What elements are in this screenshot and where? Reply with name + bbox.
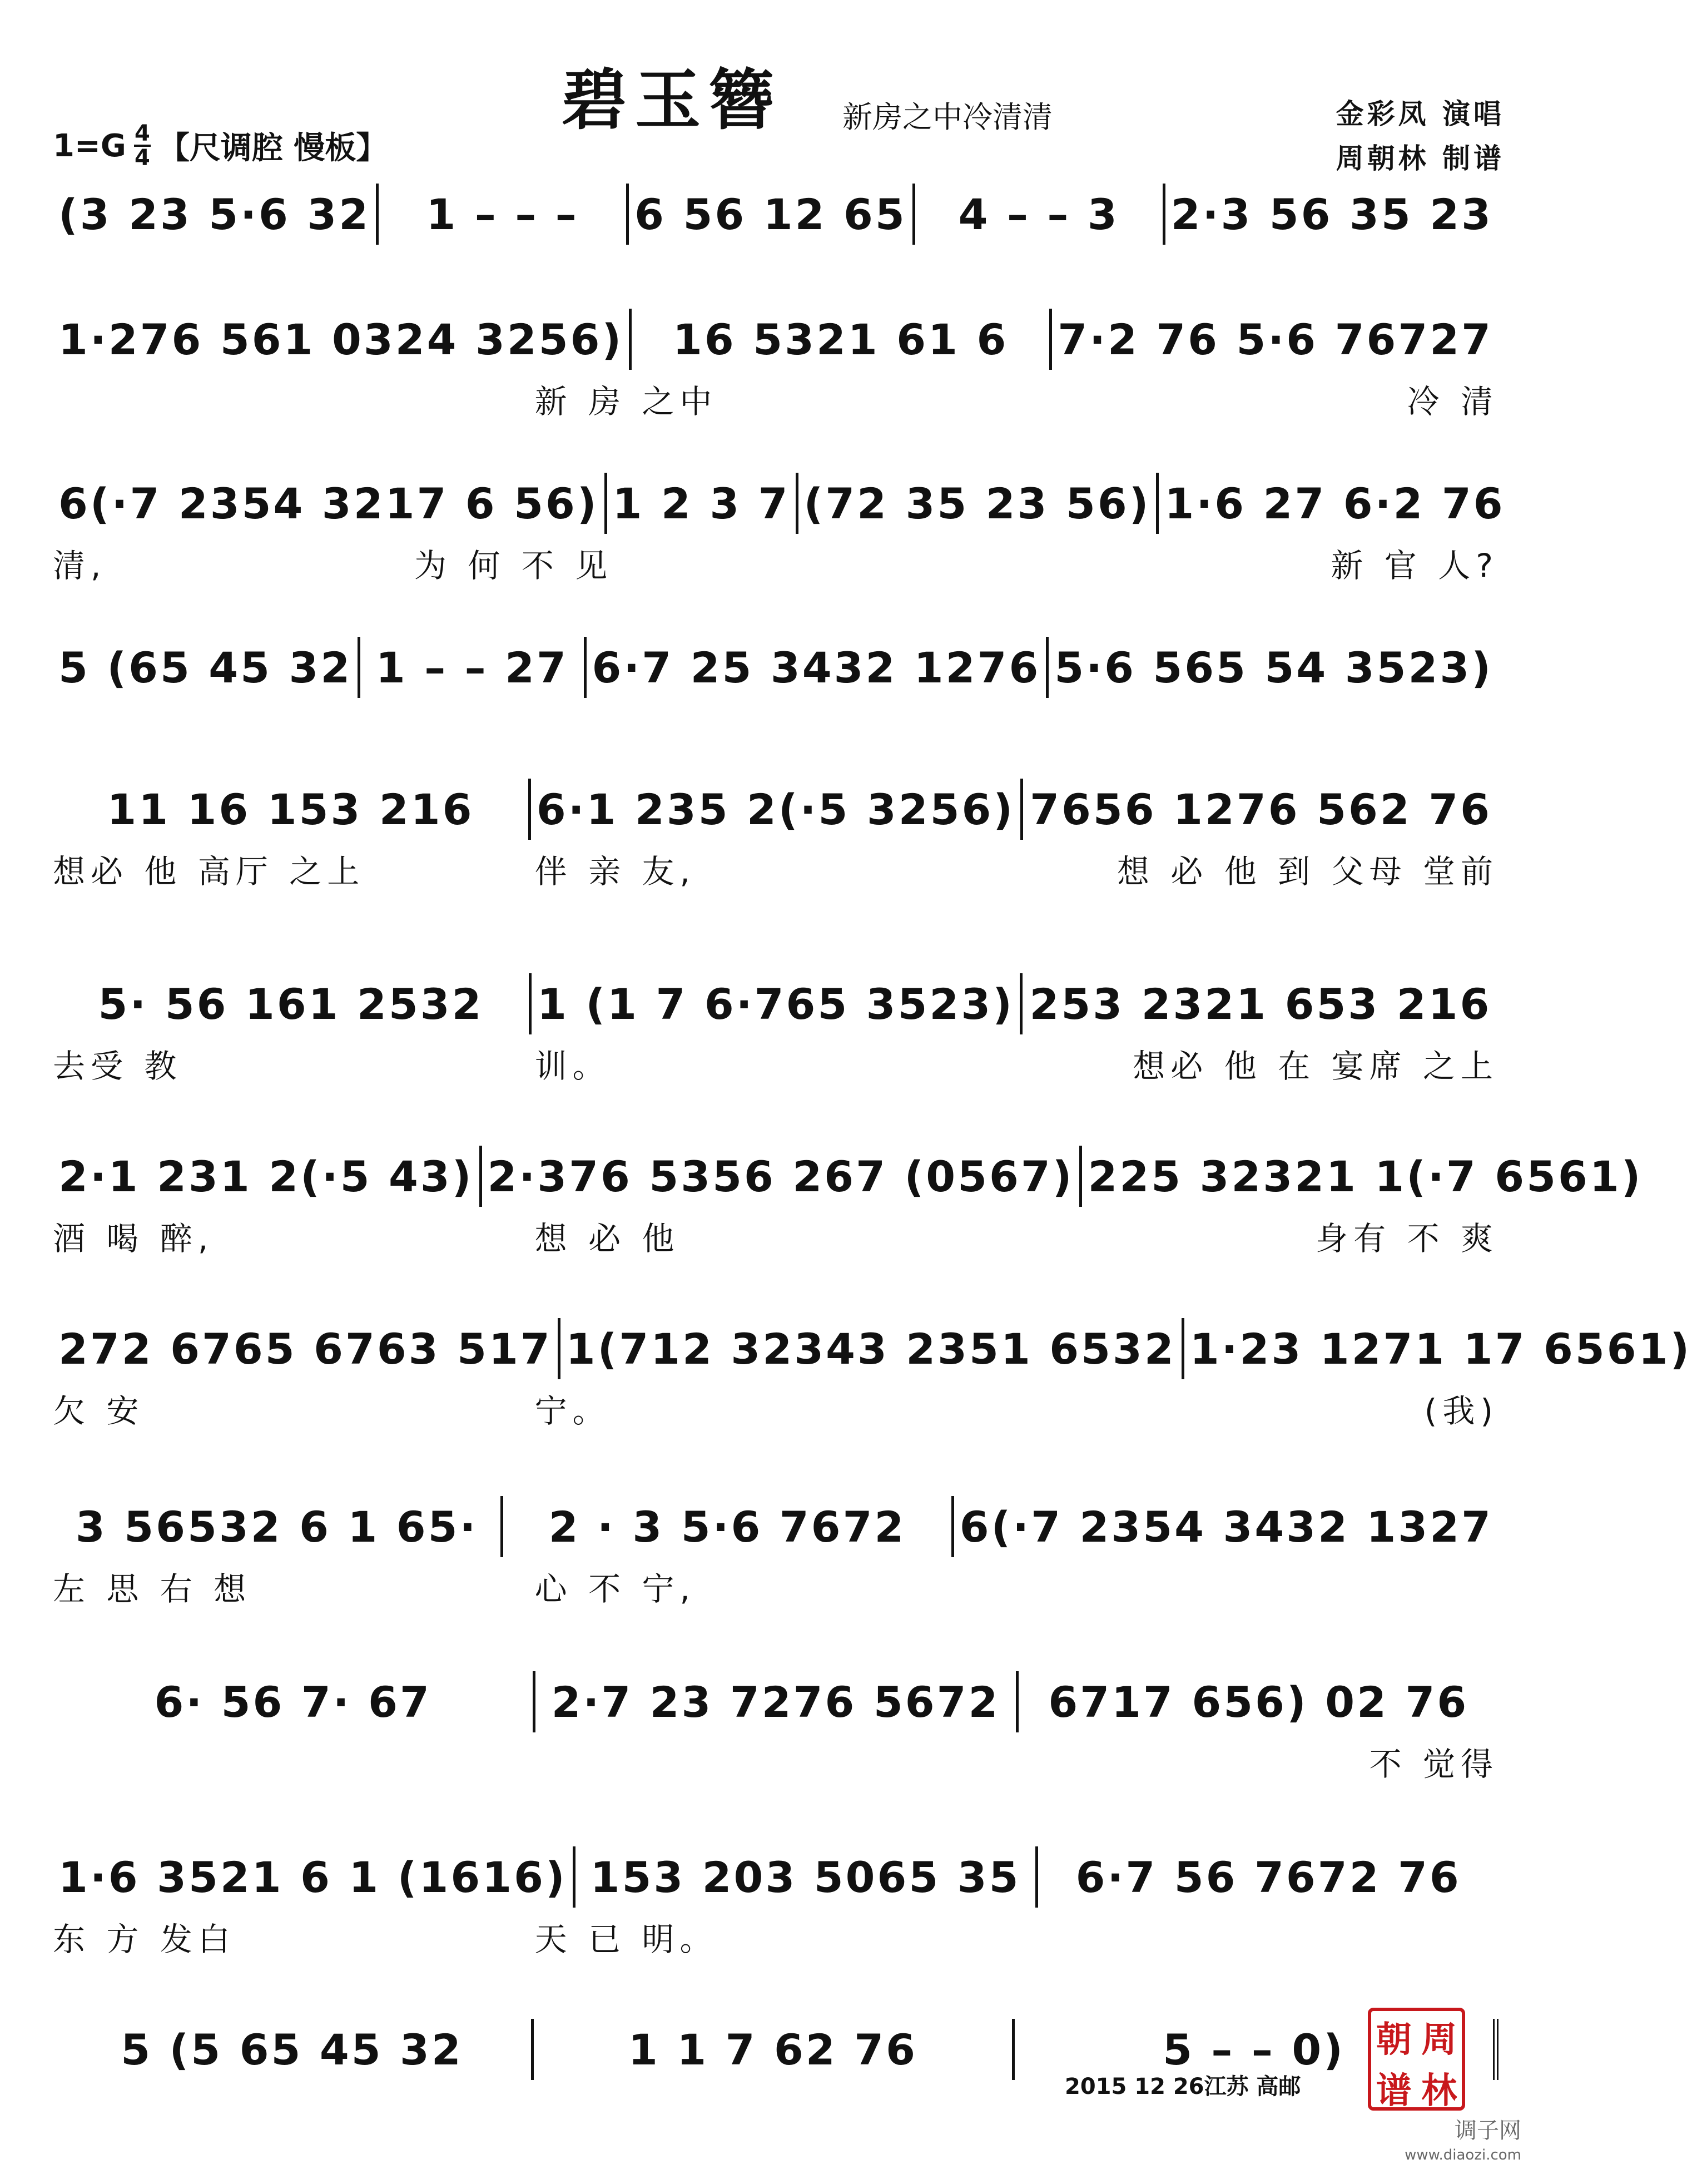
measure: 2 · 3 5·6 7672 <box>503 1496 954 1557</box>
measure: 2·1 231 2(·5 43) <box>53 1146 482 1207</box>
lyrics-line <box>53 541 1498 585</box>
key-tonic: 1=G <box>53 127 126 164</box>
measure: 6· 56 7· 67 <box>53 1671 535 1732</box>
notation-line <box>53 1846 1498 1908</box>
lyric-segment: (我) <box>1424 1392 1499 1430</box>
measure: 7656 1276 562 76 <box>1030 784 1492 834</box>
score-system <box>0 1146 1643 1262</box>
lyrics-line <box>53 846 1498 891</box>
measure: (3 23 5·6 32 <box>53 184 379 245</box>
time-bottom: 4 <box>134 145 150 171</box>
page-title: 碧玉簪 <box>562 61 782 138</box>
subtitle: 新房之中冷清清 <box>842 100 1053 135</box>
lyric-segment: 新 房 之中 <box>534 383 718 420</box>
measure: 1 1 7 62 76 <box>534 2019 1015 2080</box>
measure: 1 – – – <box>379 184 629 245</box>
watermark <box>1405 2118 1521 2167</box>
lyric-segment: 酒 喝 醉, <box>53 1220 214 1257</box>
notation-line <box>53 184 1498 245</box>
measure: 2·3 56 35 23 <box>1170 189 1493 239</box>
measure: 6·1 235 2(·5 3256) <box>531 779 1023 840</box>
lyrics-line <box>53 1386 1498 1430</box>
measure: 1·276 561 0324 3256) <box>53 309 632 370</box>
lyric-segment: 想必 他 在 宴席 之上 <box>1133 1047 1499 1085</box>
lyric-segment: 训。 <box>534 1047 611 1085</box>
lyric-segment: 心 不 宁, <box>534 1570 696 1608</box>
lyric-segment: 冷 清 <box>1407 383 1499 420</box>
score-system <box>0 473 1544 590</box>
seal-char: 谱 <box>1376 2070 1412 2112</box>
tempo-style: 【尺调腔 慢板】 <box>158 130 388 166</box>
measure: (72 35 23 56) <box>798 473 1159 534</box>
seal-char: 林 <box>1421 2070 1457 2112</box>
lyric-segment: 清, <box>53 547 107 585</box>
footer-date: 2015 12 26江苏 高邮 <box>1065 2074 1301 2099</box>
measure: 6717 656) 02 76 <box>1048 1677 1469 1727</box>
measure: 1·23 1271 17 6561) <box>1189 1324 1692 1374</box>
measure: 1 2 3 7 <box>607 473 798 534</box>
lyric-segment: 伴 亲 友, <box>534 853 696 890</box>
measure: 1 (1 7 6·765 3523) <box>532 973 1023 1034</box>
lyric-segment: 不 觉得 <box>1369 1745 1499 1783</box>
lyrics-line <box>53 377 1498 421</box>
measure: 1(712 32343 2351 6532 <box>560 1318 1184 1379</box>
lyric-segment: 去受 教 <box>53 1047 182 1085</box>
notation-line <box>53 1318 1692 1379</box>
lyric-segment: 宁。 <box>534 1392 611 1430</box>
score-system <box>0 309 1544 425</box>
score-system <box>0 184 1544 300</box>
measure: 3 56532 6 1 65· <box>53 1496 503 1557</box>
score-system <box>0 2019 1544 2136</box>
lyric-segment: 想 必 他 到 父母 堂前 <box>1117 853 1499 890</box>
arranger-credit: 周朝林 制谱 <box>1336 142 1505 175</box>
measure: 6(·7 2354 3432 1327 <box>959 1502 1493 1552</box>
measure: 2·376 5356 267 (0567) <box>482 1146 1083 1207</box>
measure: 6(·7 2354 3217 6 56) <box>53 473 607 534</box>
lyrics-line <box>53 1214 1498 1258</box>
measure: 225 32321 1(·7 6561) <box>1088 1151 1643 1201</box>
measure: 4 – – 3 <box>915 184 1165 245</box>
measure: 11 16 153 216 <box>53 779 531 840</box>
lyric-segment: 身有 不 爽 <box>1316 1220 1499 1257</box>
measure: 5 – – 0) <box>1015 2019 1498 2080</box>
measure: 6·7 25 3432 1276 <box>587 637 1049 698</box>
notation-line <box>53 1496 1498 1557</box>
notation-line <box>53 637 1498 698</box>
score-system <box>0 1318 1692 1435</box>
time-top: 4 <box>134 121 150 146</box>
score-system <box>0 1496 1544 1613</box>
measure: 7·2 76 5·6 76727 <box>1058 314 1493 364</box>
key-signature <box>53 122 387 169</box>
measure: 2·7 23 7276 5672 <box>535 1671 1018 1732</box>
lyrics-line <box>53 1041 1498 1086</box>
measure: 1 – – 27 <box>360 637 586 698</box>
lyric-segment: 东 方 发白 <box>53 1920 236 1958</box>
measure: 5· 56 161 2532 <box>53 973 532 1034</box>
notation-line <box>53 473 1505 534</box>
measure: 153 203 5065 35 <box>575 1846 1039 1908</box>
score-system <box>0 637 1544 754</box>
notation-line <box>53 1146 1643 1207</box>
measure: 6 56 12 65 <box>629 184 915 245</box>
measure: 5·6 565 54 3523) <box>1054 642 1493 692</box>
lyric-segment: 想必 他 高厅 之上 <box>53 853 365 890</box>
measure: 6·7 56 7672 76 <box>1075 1852 1461 1902</box>
score-system <box>0 1846 1544 1963</box>
score-system <box>0 973 1544 1090</box>
measure: 5 (5 65 45 32 <box>53 2019 534 2080</box>
seal-char: 朝 <box>1376 2019 1412 2061</box>
measure: 5 (65 45 32 <box>53 637 360 698</box>
lyrics-line <box>53 1739 1498 1784</box>
notation-line <box>53 309 1498 370</box>
time-signature <box>134 122 151 169</box>
measure: 1·6 3521 6 1 (1616) <box>53 1846 575 1908</box>
measure: 1·6 27 6·2 76 <box>1164 478 1505 528</box>
seal-char: 周 <box>1421 2019 1457 2061</box>
lyric-segment: 想 必 他 <box>534 1220 680 1257</box>
singer-credit: 金彩凤 演唱 <box>1336 98 1505 130</box>
notation-line <box>53 779 1498 840</box>
seal-stamp <box>1368 2008 1465 2111</box>
measure: 272 6765 6763 517 <box>53 1318 560 1379</box>
score-system <box>0 779 1544 895</box>
lyric-segment: 新 官 人? <box>1331 547 1498 585</box>
watermark-url: www.diaozi.com <box>1405 2147 1521 2163</box>
lyric-segment: 欠 安 <box>53 1392 145 1430</box>
score-system <box>0 1671 1544 1788</box>
lyric-segment: 天 已 明。 <box>534 1920 718 1958</box>
measure: 16 5321 61 6 <box>632 309 1052 370</box>
watermark-site: 调子网 <box>1455 2118 1521 2143</box>
lyric-segment: 左 思 右 想 <box>53 1570 252 1608</box>
measure: 253 2321 653 216 <box>1029 979 1492 1029</box>
lyrics-line <box>53 1914 1498 1959</box>
lyric-segment: 为 何 不 见 <box>414 547 613 585</box>
notation-line <box>53 1671 1498 1732</box>
lyrics-line <box>53 1564 1498 1608</box>
notation-line <box>53 973 1498 1034</box>
